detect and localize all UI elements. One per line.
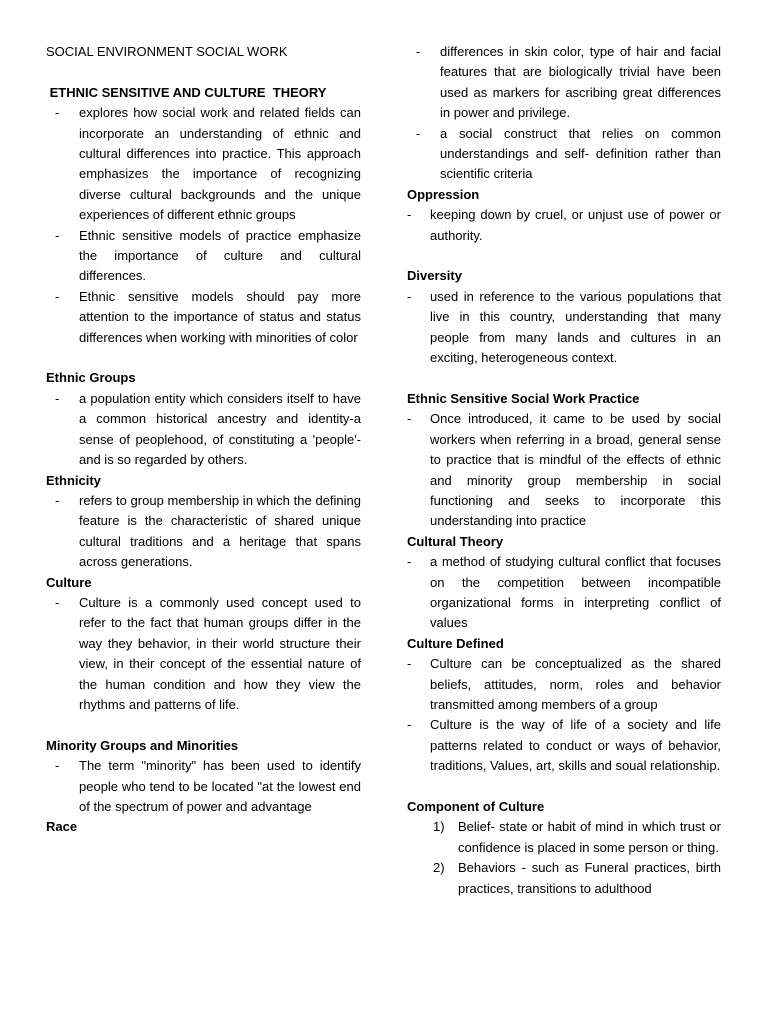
oppression-list bbox=[407, 205, 721, 246]
document-title: SOCIAL ENVIRONMENT SOCIAL WORK bbox=[46, 44, 288, 59]
list-item: - a method of studying cultural conflict that focuses on the competition between incompatible organizational forms in interpreting conflict of values bbox=[407, 552, 721, 634]
list-item: - refers to group membership in which the defining feature is the characteristic of shared unique cultural traditions and a heritage that spans across generations. bbox=[46, 491, 361, 573]
spacer bbox=[46, 715, 361, 735]
list-item: - Culture can be conceptualized as the shared beliefs, attitudes, norm, roles and behavior transmitted among members of a group bbox=[407, 654, 721, 715]
spacer bbox=[46, 348, 361, 368]
section-heading-ethnic-groups: Ethnic Groups bbox=[46, 370, 136, 386]
numbered-item bbox=[407, 817, 721, 858]
item-number: 1) bbox=[433, 819, 445, 835]
culture-list bbox=[46, 593, 361, 715]
race-list bbox=[407, 42, 721, 185]
cultural-theory-list bbox=[407, 552, 721, 634]
list-item: - used in reference to the various populations that live in this country, understanding that many people from many lands and cultures in an exciting, heterogeneous context. bbox=[407, 287, 721, 369]
section-heading-minority: Minority Groups and Minorities bbox=[46, 737, 239, 753]
section-heading-ethnic-sensitive: ETHNIC SENSITIVE AND CULTURE THEORY bbox=[46, 84, 327, 100]
list-item: - Culture is the way of life of a society and life patterns related to conduct or ways of behavior, traditions, Values, art, skills and soual relationship. bbox=[407, 715, 721, 776]
right-column bbox=[407, 42, 721, 899]
diversity-list bbox=[407, 287, 721, 369]
ethnic-sensitive-list bbox=[46, 103, 361, 348]
list-item: - The term "minority" has been used to identify people who tend to be located "at the lowest end of the spectrum of power and advantage bbox=[46, 756, 361, 817]
list-item: - a social construct that relies on common understandings and self- definition rather than scientific criteria bbox=[407, 124, 721, 185]
section-heading-culture: Culture bbox=[46, 574, 92, 590]
section-heading-race: Race bbox=[46, 819, 78, 835]
list-item: - Culture is a commonly used concept used to refer to the fact that human groups differ in the way they behavior, in their world structure their view, in their concept of the essential nature of the human condition and how they view the rhythms and patterns of life. bbox=[46, 593, 361, 715]
culture-defined-list bbox=[407, 654, 721, 776]
item-number: 2) bbox=[433, 860, 445, 876]
spacer bbox=[407, 246, 721, 266]
list-item: - keeping down by cruel, or unjust use of power or authority. bbox=[407, 205, 721, 246]
minority-list bbox=[46, 756, 361, 817]
ethnic-groups-list bbox=[46, 389, 361, 471]
list-item: - differences in skin color, type of hair and facial features that are biologically trivial have been used as markers for ascribing great differences in power and privilege. bbox=[407, 42, 721, 124]
component-of-culture-list bbox=[407, 817, 721, 899]
item-text: Belief- state or habit of mind in which trust or confidence is placed in some person or thing. bbox=[458, 819, 721, 855]
list-item: - a population entity which considers itself to have a common historical ancestry and identity-a sense of peoplehood, of constituting a 'people'- and is so regarded by others. bbox=[46, 389, 361, 471]
list-item: - Once introduced, it came to be used by social workers when referring in a broad, general sense to practice that is mindful of the effects of ethnic and minority group membership in social functioning and seeks to incorporate this understanding into practice bbox=[407, 409, 721, 531]
section-heading-oppression: Oppression bbox=[407, 186, 480, 202]
list-item: - Ethnic sensitive models of practice emphasize the importance of culture and cultural differences. bbox=[46, 226, 361, 287]
spacer bbox=[407, 777, 721, 797]
section-heading-diversity: Diversity bbox=[407, 268, 462, 284]
left-column bbox=[46, 42, 361, 838]
section-heading-ethnicity: Ethnicity bbox=[46, 472, 101, 488]
ethnic-sensitive-practice-list bbox=[407, 409, 721, 531]
section-heading-component-of-culture: Component of Culture bbox=[407, 798, 545, 814]
list-item: - Ethnic sensitive models should pay more attention to the importance of status and status differences when working with minorities of color bbox=[46, 287, 361, 348]
spacer bbox=[407, 368, 721, 388]
list-item: - explores how social work and related fields can incorporate an understanding of ethnic and cultural differences into practice. This approach emphasizes the importance of recognizing diverse cultural backgrounds and the unique experiences of different ethnic groups bbox=[46, 103, 361, 225]
item-text: Behaviors - such as Funeral practices, birth practices, transitions to adulthood bbox=[458, 860, 721, 896]
ethnicity-list bbox=[46, 491, 361, 573]
section-heading-cultural-theory: Cultural Theory bbox=[407, 533, 504, 549]
section-heading-culture-defined: Culture Defined bbox=[407, 635, 504, 651]
section-heading-ethnic-sensitive-practice: Ethnic Sensitive Social Work Practice bbox=[407, 390, 640, 406]
numbered-item bbox=[407, 858, 721, 899]
